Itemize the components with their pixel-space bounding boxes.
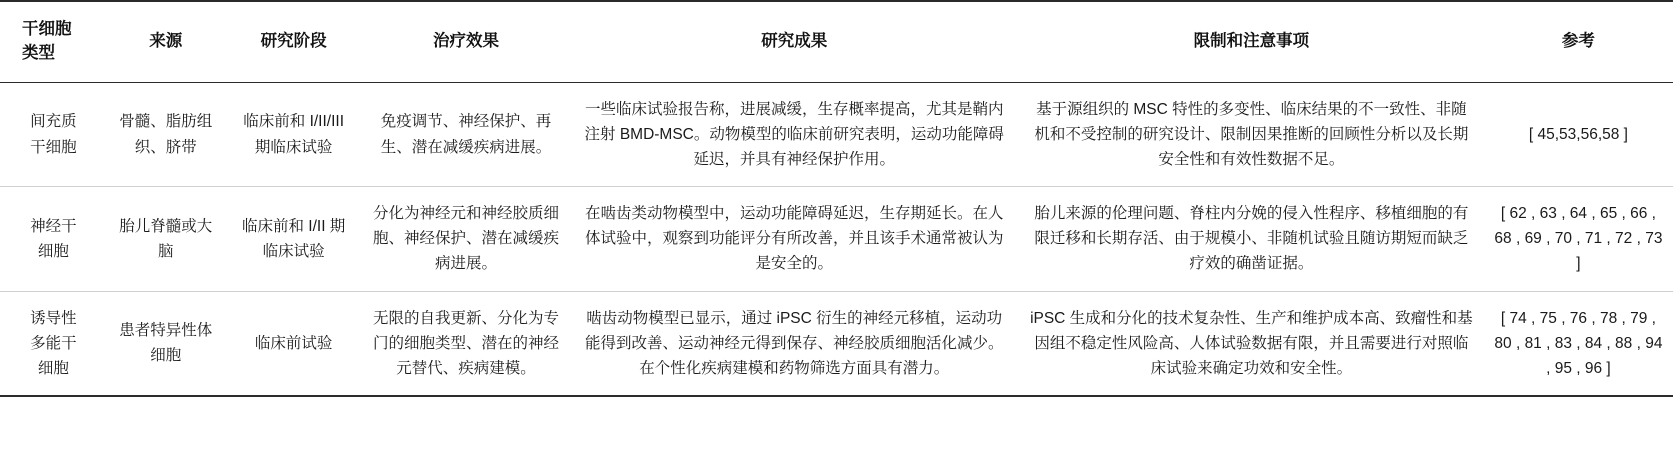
table-row [0,82,1673,186]
cell-cell-type-line1: 间充质 [30,113,77,131]
column-header-cell-type-line1: 干细胞 [22,20,72,38]
cell-limitations: 胎儿来源的伦理问题、脊柱内分娩的侵入性程序、移植细胞的有限迁移和长期存活、由于规模小、非随机试验且随访期短而缺乏疗效的确凿证据。 [1034,205,1469,273]
cell-results: 一些临床试验报告称，进展减缓，生存概率提高，尤其是鞘内注射 BMD-MSC。动物模型的临床前研究表明，运动功能障碍延迟，并具有神经保护作用。 [584,100,1004,169]
table-row [0,187,1673,291]
table-header [0,1,1673,82]
column-header-results: 研究成果 [761,31,828,50]
cell-effect: 无限的自我更新、分化为专门的细胞类型、潜在的神经元替代、疾病建模。 [373,309,560,377]
table-row [0,291,1673,396]
cell-cell-type-line2: 干细胞 [30,138,77,156]
cell-results: 在啮齿类动物模型中，运动功能障碍延迟，生存期延长。在人体试验中，观察到功能评分有所改善，并且该手术通常被认为是安全的。 [584,205,1004,273]
column-header-cell-type [0,1,107,82]
cell-stage: 临床前试验 [254,334,333,352]
cell-cell-type-line3: 细胞 [37,359,69,377]
column-header-limitations: 限制和注意事项 [1193,31,1310,50]
column-header-reference: 参考 [1561,31,1595,50]
cell-reference: [ 62 , 63 , 64 , 65 , 66 , 68 , 69 , 70 , 71 , 72 , 73 ] [1494,205,1663,273]
cell-results: 啮齿动物模型已显示，通过 iPSC 衍生的神经元移植，运动功能得到改善、运动神经元得到保存、神经胶质细胞活化减少。在个性化疾病建模和药物筛选方面具有潜力。 [584,309,1004,377]
cell-cell-type-line2: 多能干 [30,334,77,352]
cell-reference: [ 45,53,56,58 ] [1528,125,1628,143]
cell-stage: 临床前和 I/II 期临床试验 [241,217,346,260]
cell-source: 骨髓、脂肪组织、脐带 [119,113,213,156]
column-header-stage: 研究阶段 [260,31,327,50]
cell-effect: 分化为神经元和神经胶质细胞、神经保护、潜在减缓疾病进展。 [373,205,560,273]
column-header-cell-type-line2: 类型 [22,43,55,62]
cell-reference: [ 74 , 75 , 76 , 78 , 79 , 80 , 81 , 83 , 84 , 88 , 94 , 95 , 96 ] [1494,309,1663,377]
cell-cell-type-line1: 神经干 [30,217,77,235]
cell-source: 患者特异性体细胞 [119,322,213,365]
table-body [0,82,1673,395]
cell-stage: 临床前和 I/II/III 期临床试验 [243,113,345,156]
cell-effect: 免疫调节、神经保护、再生、潜在减缓疾病进展。 [380,113,552,156]
column-header-source: 来源 [149,31,183,50]
column-header-effect: 治疗效果 [433,31,500,50]
cell-cell-type [0,187,107,291]
cell-limitations: 基于源组织的 MSC 特性的多变性、临床结果的不一致性、非随机和不受控制的研究设计、限制因果推断的回顾性分析以及长期安全性和有效性数据不足。 [1034,100,1469,169]
cell-cell-type [0,82,107,186]
cell-cell-type-line1: 诱导性 [30,309,77,327]
cell-source: 胎儿脊髓或大脑 [119,217,213,260]
table-header-row [0,1,1673,82]
cell-cell-type-line2: 细胞 [37,242,69,260]
cell-limitations: iPSC 生成和分化的技术复杂性、生产和维护成本高、致瘤性和基因组不稳定性风险高、人体试验数据有限，并且需要进行对照临床试验来确定功效和安全性。 [1030,309,1473,377]
cell-cell-type [0,291,107,396]
